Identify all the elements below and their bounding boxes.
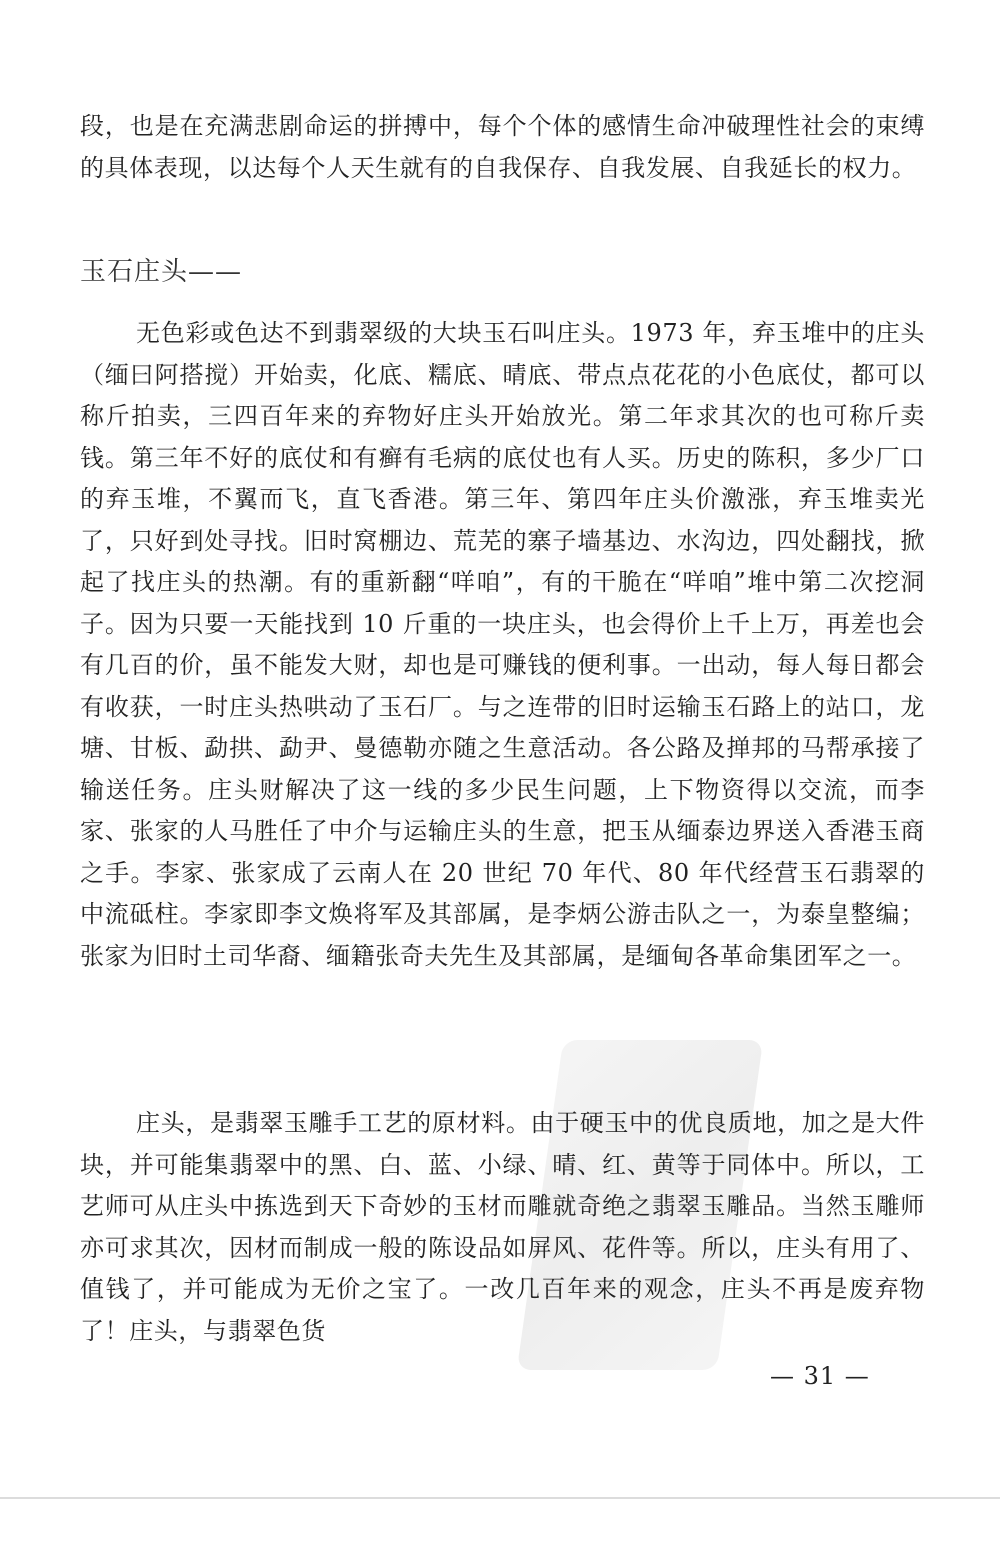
paragraph-body: 无色彩或色达不到翡翠级的大块玉石叫庄头。1973 年，弃玉堆中的庄头（缅曰阿搭搅）开始卖，化底、糯底、晴底、带点点花花的小色底仗，都可以称斤拍卖，三四百年来的弃物好庄头开始放光。第二年求其次的也可称斤卖钱。第三年不好的底仗和有癣有毛病的底仗也有人买。历史的陈积，多少厂口的弃玉堆，不翼而飞，直飞香港。第三年、第四年庄头价激涨，弃玉堆卖光了，只好到处寻找。旧时窝棚边、荒芜的寨子墙基边、水沟边，四处翻找，掀起了找庄头的热潮。有的重新翻“咩咱”，有的干脆在“咩咱”堆中第二次挖洞子。因为只要一天能找到 10 斤重的一块庄头，也会得价上千上万，再差也会有几百的价，虽不能发大财，却也是可赚钱的便利事。一出动，每人每日都会有收获，一时庄头热哄动了玉石厂。与之连带的旧时运输玉石路上的站口，龙塘、甘板、勐拱、勐尹、曼德勒亦随之生意活动。各公路及掸邦的马帮承接了输送任务。庄头财解决了这一线的多少民生问题，上下物资得以交流，而李家、张家的人马胜任了中介与运输庄头的生意，把玉从缅泰边界送入香港玉商之手。李家、张家成了云南人在 20 世纪 70 年代、80 年代经营玉石翡翠的中流砥柱。李家即李文焕将军及其部属，是李炳公游击队之一，为泰皇整编；张家为旧时土司华裔、缅籍张奇夫先生及其部属，是缅甸各革命集团军之一。 xyxy=(80,319,925,970)
page-bottom-edge xyxy=(0,1497,1000,1499)
paragraph-continuation: 段，也是在充满悲剧命运的拼搏中，每个个体的感情生命冲破理性社会的束缚的具体表现，以达每个人天生就有的自我保存、自我发展、自我延长的权力。 xyxy=(80,112,925,182)
paragraph-body: 庄头，是翡翠玉雕手工艺的原材料。由于硬玉中的优良质地，加之是大件块，并可能集翡翠中的黑、白、蓝、小绿、晴、红、黄等于同体中。所以，工艺师可从庄头中拣选到天下奇妙的玉材而雕就奇绝之翡翠玉雕品。当然玉雕师亦可求其次，因材而制成一般的陈设品如屏风、花件等。所以，庄头有用了、值钱了，并可能成为无价之宝了。一改几百年来的观念，庄头不再是废弃物了！庄头，与翡翠色货 xyxy=(80,1109,925,1345)
section-heading: 玉石庄头—— xyxy=(80,257,243,287)
page-number: — 31 — xyxy=(770,1362,870,1390)
